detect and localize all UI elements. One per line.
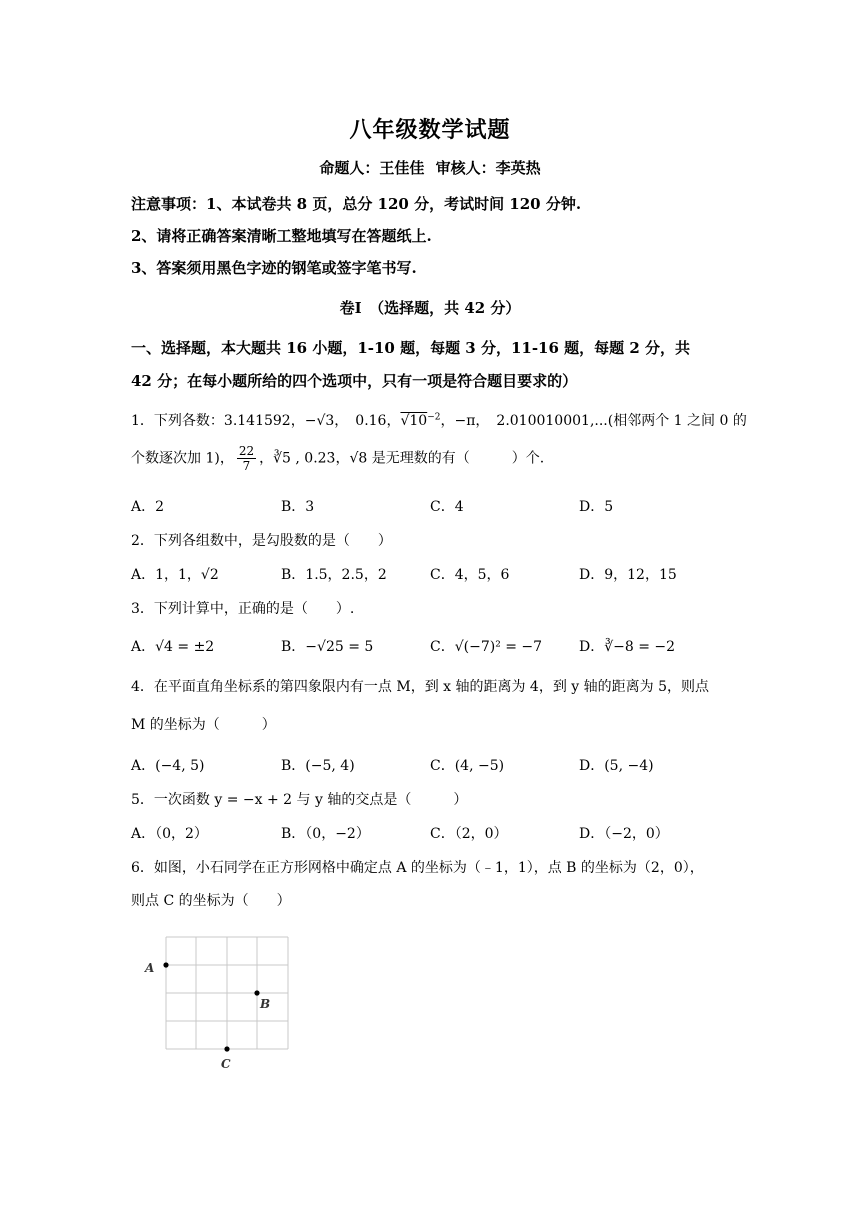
reviewer-label: 审核人：李英热 [435,159,541,177]
author-line [0,157,860,178]
q4-option-c[interactable]: C．(4, −5) [430,758,505,774]
question-2-stem: 2．下列各组数中，是勾股数的是（ ） [131,533,392,549]
question-6-grid-figure [140,925,300,1075]
q1-option-c[interactable]: C．4 [430,499,464,515]
q1-option-d[interactable]: D．5 [579,499,614,515]
q5-option-b[interactable]: B．（0，−2） [281,826,370,842]
q3-option-c[interactable]: C．√(−7)² = −7 [430,639,543,655]
q4-option-b[interactable]: B．(−5, 4) [281,758,355,774]
q2-option-a[interactable]: A．1，1，√2 [131,567,219,583]
q3-option-d[interactable]: D．∛−8 = −2 [579,639,676,655]
label-a: A [145,961,155,975]
q4-option-d[interactable]: D．(5, −4) [579,758,654,774]
q5-option-c[interactable]: C．（2，0） [430,826,508,842]
question-5-stem: 5．一次函数 y = −x + 2 与 y 轴的交点是（ ） [131,792,468,808]
question-4-stem-2: M 的坐标为（ ） [131,717,276,733]
q2-option-c[interactable]: C．4，5，6 [430,567,510,583]
question-6-stem-2: 则点 C 的坐标为（ ） [131,893,291,909]
question-6-stem-1: 6．如图，小石同学在正方形网格中确定点 A 的坐标为（﹣1，1），点 B 的坐标为（2，0）， [131,860,704,876]
section-instruction-2: 42 分；在每小题所给的四个选项中，只有一项是符合题目要求的） [131,372,578,390]
notice-line-3: 3、答案须用黑色字迹的钢笔或签字笔书写. [131,259,417,277]
q3-option-a[interactable]: A．√4 = ±2 [131,639,215,655]
grid-svg [140,925,300,1075]
q1-option-b[interactable]: B．3 [281,499,315,515]
q5-option-d[interactable]: D．（−2，0） [579,826,669,842]
q1-option-a[interactable]: A．2 [131,499,165,515]
exam-title: 八年级数学试题 [349,117,511,143]
question-4-stem-1: 4．在平面直角坐标系的第四象限内有一点 M，到 x 轴的距离为 4，到 y 轴的距离为 5，则点 [131,679,710,695]
label-b: B [260,997,271,1011]
question-1-line-1: 1．下列各数：3.141592，−√3， 0.16，$√10^{-2}$，−π， 2.010010001,...(相邻两个 1 之间 0 的 [131,412,747,429]
section-title: 卷Ⅰ （选择题，共 42 分） [339,299,521,317]
q3-option-b[interactable]: B．−√25 = 5 [281,639,374,655]
label-c: C [221,1057,231,1071]
point-c [224,1046,229,1051]
notice-line-1: 注意事项：1、本试卷共 8 页，总分 120 分，考试时间 120 分钟. [131,195,582,213]
q2-option-b[interactable]: B．1.5，2.5，2 [281,567,387,583]
q2-option-d[interactable]: D．9，12，15 [579,567,677,583]
point-b [254,990,259,995]
question-3-stem: 3．下列计算中，正确的是（ ）. [131,601,355,617]
point-a [163,962,168,967]
question-1-line-2: 个数逐次加 1)， $\frac{22}{7}$ ，∛5 , 0.23̇，√8 是无理数的有（ ）个. [131,444,545,473]
q5-option-a[interactable]: A．（0，2） [131,826,208,842]
section-instruction-1: 一、选择题，本大题共 16 小题，1-10 题，每题 3 分，11-16 题，每题 2 分，共 [131,339,691,357]
fraction-22-7: $\frac{22}{7}$ [238,444,255,473]
grid-lines [166,937,288,1049]
q4-option-a[interactable]: A．(−4, 5) [131,758,205,774]
author-label: 命题人：王佳佳 [319,159,425,177]
notice-line-2: 2、请将正确答案清晰工整地填写在答题纸上. [131,227,432,245]
